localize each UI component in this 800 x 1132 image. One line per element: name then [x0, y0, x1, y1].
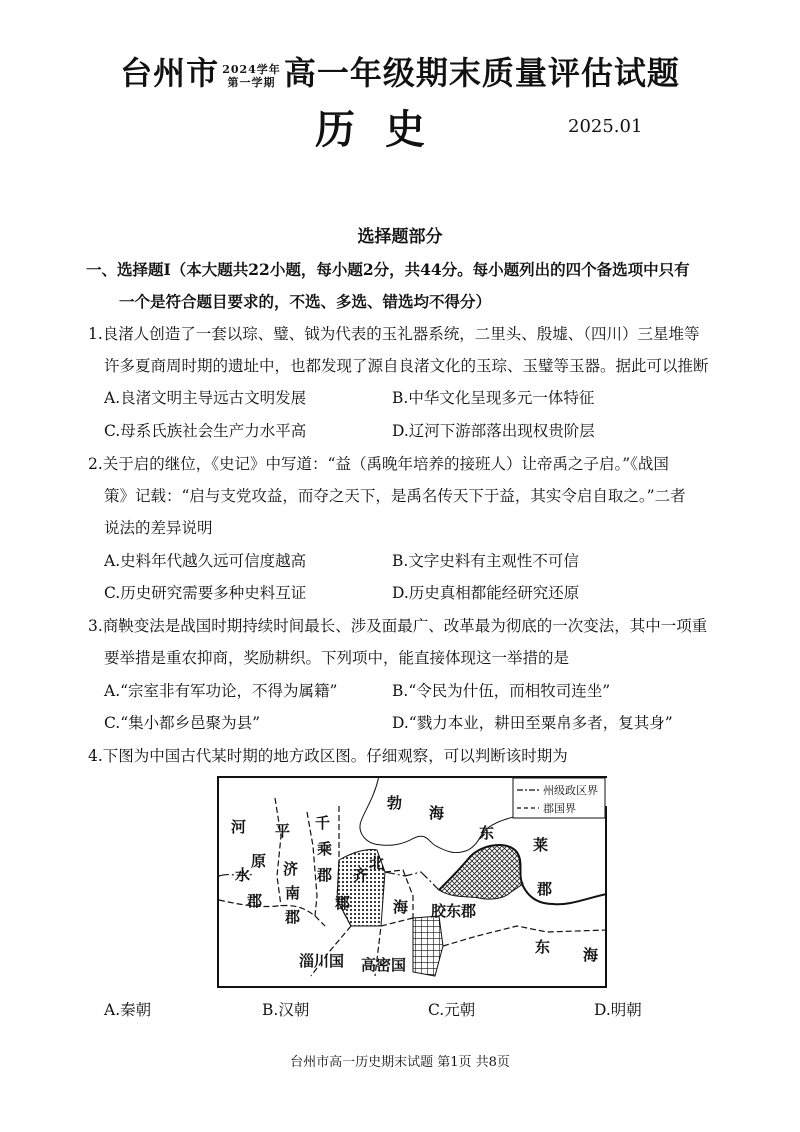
q4-option-b: B.汉朝 [262, 1001, 310, 1019]
exam-title [0, 48, 800, 94]
legend-commandery-label: 郡国界 [543, 802, 576, 815]
label-jiaodong: 胶东郡 [431, 902, 477, 920]
q2-option-b: B.文字史料有主观性不可信 [392, 552, 579, 570]
q3-option-d: D.“戮力本业，耕田至粟帛多者，复其身” [392, 714, 673, 732]
exam-date: 2025.01 [568, 116, 643, 137]
q3-option-b: B.“令民为什伍，而相牧司连坐” [392, 682, 611, 700]
label-ping: 平 [275, 822, 291, 840]
q1-option-a: A.良渚文明主导远古文明发展 [104, 389, 307, 407]
label-jinan-1: 济 [283, 860, 299, 878]
q2-line-1: 2.关于启的继位，《史记》中写道：“益（禹晚年培养的接班人）让帝禹之子启。”《战国 [88, 455, 669, 473]
label-jinan-3: 郡 [285, 908, 301, 926]
label-hehe-1: 河 [231, 818, 247, 836]
title-year: 2024学年 [222, 62, 281, 76]
regional-map [217, 776, 607, 988]
section-title: 选择题部分 [357, 227, 443, 247]
q3-line-1: 3.商鞅变法是战国时期持续时间最长、涉及面最广、改革最为彻底的一次变法，其中一项重 [88, 617, 708, 635]
label-bohai-2: 海 [429, 804, 445, 822]
q4-line-1: 4.下图为中国古代某时期的地方政区图。仔细观察，可以判断该时期为 [88, 747, 568, 765]
label-beihai-2: 海 [393, 898, 409, 916]
subject-title: 历史 [315, 106, 455, 153]
q1-option-c: C.母系氏族社会生产力水平高 [104, 422, 307, 440]
q3-option-c: C.“集小都乡邑聚为县” [104, 714, 261, 732]
title-city: 台州市 [120, 54, 220, 92]
q1-option-d: D.辽河下游部落出现权贵阶层 [392, 422, 595, 440]
q1-line-2: 许多夏商周时期的遗址中，也都发现了源自良渚文化的玉琮、玉璧等玉器。据此可以推断 [104, 357, 709, 375]
q2-option-c: C.历史研究需要多种史料互证 [104, 584, 307, 602]
label-beihai-1: 北 [369, 854, 385, 872]
q2-option-d: D.历史真相都能经研究还原 [392, 584, 580, 602]
label-hehe-4: 郡 [247, 892, 263, 910]
q3-line-2: 要举措是重农抑商，奖励耕织。下列项中，能直接体现这一举措的是 [104, 649, 570, 667]
instructions-line-1: 一、选择题Ⅰ（本大题共22小题，每小题2分，共44分。每小题列出的四个备选项中只有 [86, 260, 690, 279]
page-footer: 台州市高一历史期末试题 第1页 共8页 [290, 1055, 510, 1070]
label-gaomi: 高密国 [361, 956, 407, 974]
legend-state-label: 州级政区界 [543, 784, 598, 797]
q3-option-a: A.“宗室非有军功论，不得为属籍” [104, 682, 338, 700]
q2-line-2: 策》记载：“启与支党攻益，而夺之天下，是禹名传天下于益，其实令启自取之。”二者 [104, 487, 686, 505]
label-qi-2: 郡 [335, 894, 351, 912]
label-donghai-2: 海 [583, 946, 599, 964]
label-jinan-2: 南 [285, 884, 301, 902]
label-hehe-2: 原 [251, 852, 267, 870]
label-donglai-3: 郡 [537, 880, 553, 898]
q4-option-a: A.秦朝 [104, 1001, 152, 1019]
q1-option-b: B.中华文化呈现多元一体特征 [392, 389, 595, 407]
label-qiansheng-1: 千 [315, 814, 331, 832]
q2-option-a: A.史料年代越久远可信度越高 [104, 552, 307, 570]
title-rest: 高一年级期末质量评估试题 [283, 54, 680, 92]
title-term [222, 63, 281, 89]
label-qiansheng-2: 乘 [317, 840, 333, 858]
label-qiansheng-3: 郡 [317, 866, 333, 884]
label-donghai-1: 东 [535, 938, 551, 956]
q4-option-d: D.明朝 [594, 1001, 642, 1019]
label-zichuan: 淄川国 [299, 952, 345, 970]
instructions-line-2: 一个是符合题目要求的，不选、多选、错选均不得分） [119, 292, 492, 311]
label-qi-1: 齐 [353, 866, 369, 884]
label-hehe-3: 水 [235, 866, 251, 884]
title-semester: 第一学期 [227, 75, 276, 89]
q4-option-c: C.元朝 [428, 1001, 476, 1019]
label-donglai-2: 莱 [533, 836, 549, 854]
label-donglai-1: 东 [479, 824, 495, 842]
q1-line-1: 1.良渚人创造了一套以琮、璧、钺为代表的玉礼器系统，二里头、殷墟、（四川）三星堆等 [88, 325, 700, 343]
q2-line-3: 说法的差异说明 [104, 519, 213, 537]
label-bohai-1: 勃 [387, 794, 403, 812]
